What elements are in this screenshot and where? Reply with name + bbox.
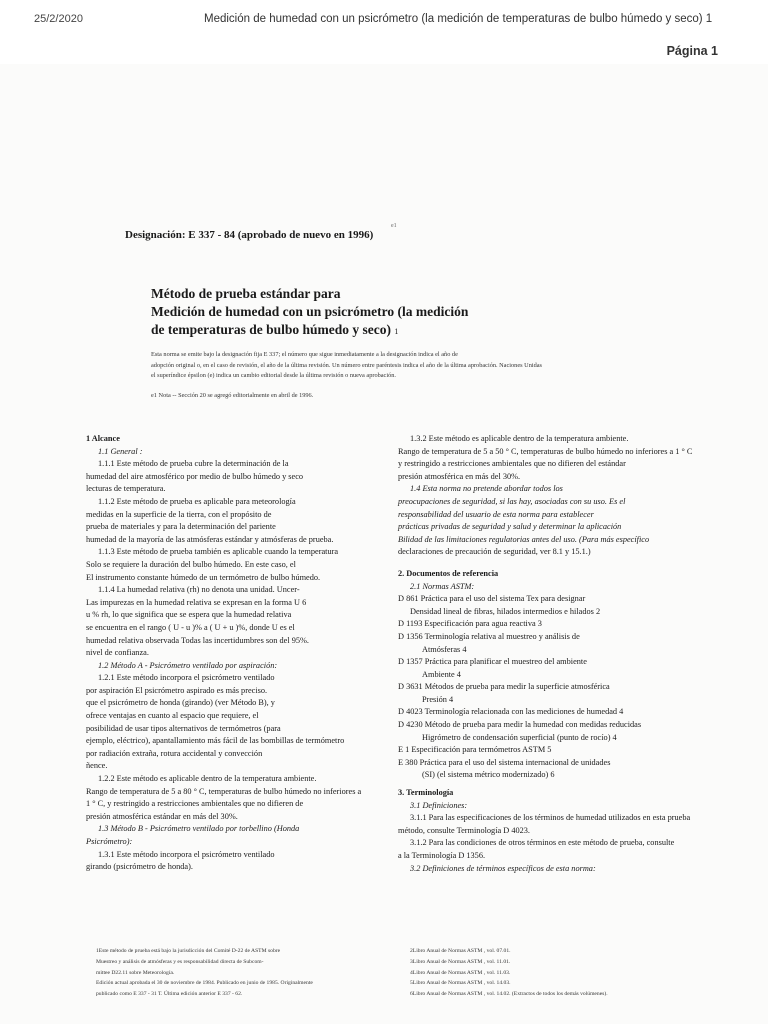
body-text-line: método, consulte Terminología D 4023.	[398, 825, 530, 835]
body-text-line: 1.3.1 Este método incorpora el psicrómetro ventilado	[98, 849, 275, 859]
body-text-line: presión atmosférica estándar en más del 30%.	[86, 811, 238, 821]
title-footnote-ref: 1	[394, 327, 399, 336]
issuance-note-line: Esta norma se emite bajo la designación fija E 337; el número que sigue inmediatamente a la designación indica el año de	[151, 351, 458, 358]
editorial-note: e1 Nota -- Sección 20 se agregó editorialmente en abril de 1996.	[151, 392, 314, 399]
body-text-line: Densidad lineal de fibras, hilados intermedios e hilados 2	[410, 606, 601, 616]
title-line-1: Método de prueba estándar para	[151, 286, 341, 301]
title-line-3	[151, 321, 468, 341]
footnote-line: publicado como E 337 - 31 T. Última edición anterior E 337 - 62.	[96, 991, 243, 998]
standard-designation: Designación: E 337 - 84 (aprobado de nuevo en 1996)	[125, 229, 374, 241]
footnotes-left	[96, 946, 313, 1000]
body-text-line: Presión 4	[422, 694, 454, 704]
body-text-line: Higrómetro de condensación superficial (punto de rocío) 4	[422, 732, 617, 742]
body-text-line: y restringido a restricciones ambientales que no difieren del estándar	[398, 459, 626, 469]
body-text-line: 2.1 Normas ASTM:	[410, 581, 475, 591]
body-text-line: D 3631 Métodos de prueba para medir la superficie atmosférica	[398, 682, 610, 692]
body-text-line: 1.1.3 Este método de prueba también es aplicable cuando la temperatura	[98, 547, 339, 557]
body-text-line: declaraciones de precaución de seguridad, ver 8.1 y 15.1.)	[398, 547, 591, 557]
body-text-line: 1.1.2 Este método de prueba es aplicable para meteorología	[98, 496, 296, 506]
body-text-line: por aspiración El psicrómetro aspirado es más preciso.	[86, 685, 268, 695]
footnote-line: Edición actual aprobada el 30 de noviembre de 1984. Publicado en junio de 1985. Originalmente	[96, 980, 313, 987]
right-text-column	[398, 433, 728, 875]
body-text-line: D 4230 Método de prueba para medir la humedad con medidas reducidas	[398, 720, 642, 730]
body-text-line: lecturas de temperatura.	[86, 484, 166, 494]
body-text-line: El instrumento constante húmedo de un termómetro de bulbo húmedo.	[86, 572, 321, 582]
body-text-line: nivel de confianza.	[86, 648, 149, 658]
left-text-column	[86, 433, 406, 874]
body-text-line: posibilidad de usar tipos alternativos de termómetros (para	[86, 723, 281, 733]
title-line-3-text: de temperaturas de bulbo húmedo y seco)	[151, 322, 391, 337]
body-text-line: ofrece ventajas en cuanto al espacio que requiere, el	[86, 711, 259, 721]
body-text-line: humedad relativa observada Todas las incertidumbres son del 95%.	[86, 635, 309, 645]
body-text-line: 1.3.2 Este método es aplicable dentro de la temperatura ambiente.	[410, 434, 629, 443]
body-text-line: presión atmosférica en más del 30%.	[398, 471, 521, 481]
body-text-line: ejemplo, eléctrico), apantallamiento más fácil de las bombillas de termómetro	[86, 736, 345, 746]
body-text-line: D 1193 Especificación para agua reactiva 3	[398, 619, 542, 629]
section-heading: 1 Alcance	[86, 434, 120, 443]
footnote-line: 2Libro Anual de Normas ASTM , vol. 07.01.	[410, 948, 511, 954]
body-text-line: girando (psicrómetro de honda).	[86, 862, 193, 872]
body-text-line: 1.3 Método B - Psicrómetro ventilado por torbellino (Honda	[98, 824, 300, 834]
body-text-line: Solo se requiere la duración del bulbo húmedo. En este caso, el	[86, 559, 296, 569]
footnote-line: 5Libro Anual de Normas ASTM , vol. 14.03.	[410, 980, 511, 987]
title-line-2: Medición de humedad con un psicrómetro (la medición	[151, 304, 469, 319]
body-text-line: medidas en la superficie de la tierra, con el propósito de	[86, 509, 272, 519]
body-text-line: 3.1.1 Para las especificaciones de los términos de humedad utilizados en esta prueba	[410, 813, 691, 823]
body-text-line: por radiación extraña, rotura accidental y convección	[86, 748, 263, 758]
footnote-line: 1Este método de prueba está bajo la jurisdicción del Comité D-22 de ASTM sobre	[96, 948, 281, 954]
body-text-line: 1.1 General :	[98, 446, 143, 456]
designation-epsilon-mark: e1	[391, 223, 397, 229]
body-text-line: 1.1.4 La humedad relativa (rh) no denota una unidad. Uncer-	[98, 585, 300, 595]
body-text-line: D 861 Práctica para el uso del sistema Tex para designar	[398, 594, 586, 604]
body-text-line: Las impurezas en la humedad relativa se expresan en la forma U 6	[86, 597, 307, 607]
body-text-line: ñence.	[86, 761, 108, 771]
body-text-line: 1 ° C, y restringido a restricciones ambientales que no difieren de	[86, 799, 304, 809]
body-text-line: a la Terminología D 1356.	[398, 851, 486, 860]
body-text-line: 1.1.1 Este método de prueba cubre la determinación de la	[98, 459, 289, 469]
body-text-line: Ambiente 4	[422, 669, 461, 679]
body-text-line: Rango de temperatura de 5 a 50 ° C, temperaturas de bulbo húmedo no inferiores a 1 ° C	[398, 446, 693, 456]
body-text-line: que el psicrómetro de honda (girando) (ver Método B), y	[86, 698, 275, 708]
body-text-line: Psicrómetro):	[86, 837, 133, 846]
body-text-line: D 4023 Terminología relacionada con las mediciones de humedad 4	[398, 707, 624, 717]
body-text-line: u % rh, lo que significa que se espera que la humedad relativa	[86, 610, 292, 620]
body-text-line: 3.2 Definiciones de términos específicos de esta norma:	[410, 863, 596, 873]
body-text-line: 3.1 Definiciones:	[410, 800, 468, 810]
body-text-line: prácticas privadas de seguridad y salud y determinar la aplicación	[398, 522, 622, 532]
body-text-line: Bilidad de las limitaciones regulatorias antes del uso. (Para más específico	[398, 534, 650, 544]
body-text-line: E 380 Práctica para el uso del sistema internacional de unidades	[398, 757, 611, 767]
body-text-line: 1.4 Esta norma no pretende abordar todos los	[410, 484, 563, 494]
body-text-line: humedad del aire atmosférico por medio de bulbo húmedo y seco	[86, 471, 304, 481]
footnote-line: 4Libro Anual de Normas ASTM , vol. 11.03.	[410, 969, 511, 976]
body-text-line: humedad de la mayoría de las atmósferas estándar y atmósferas de prueba.	[86, 534, 334, 544]
standard-title	[151, 285, 468, 341]
body-text-line: 1.2.2 Este método es aplicable dentro de la temperatura ambiente.	[98, 774, 317, 784]
issuance-note-line: adopción original o, en el caso de revisión, el año de la última revisión. Un número entre paréntesis indica el año de la última aprobación. Naciones Unidas	[151, 361, 542, 369]
footnotes-right	[410, 946, 608, 1000]
section-heading: 2. Documentos de referencia	[398, 568, 499, 578]
body-text-line: Rango de temperatura de 5 a 80 ° C, temperaturas de bulbo húmedo no inferiores a	[86, 786, 362, 796]
section-heading: 3. Terminología	[398, 788, 454, 798]
footnote-line: mittee D22.11 sobre Meteorología.	[96, 969, 175, 976]
print-date: 25/2/2020	[34, 13, 83, 25]
body-text-line: E 1 Especificación para termómetros ASTM 5	[398, 745, 552, 755]
body-text-line: 3.1.2 Para las condiciones de otros términos en este método de prueba, consulte	[410, 838, 675, 848]
body-text-line: se encuentra en el rango ( U - u )% a ( U + u )%, donde U es el	[86, 622, 295, 632]
footnote-line: 3Libro Anual de Normas ASTM , vol. 11.01.	[410, 958, 511, 965]
body-text-line: preocupaciones de seguridad, si las hay, asociadas con su uso. Es el	[398, 496, 626, 506]
page-number-label: Página 1	[666, 44, 718, 58]
body-text-line	[398, 559, 728, 568]
body-text-line: (SI) (el sistema métrico modernizado) 6	[422, 770, 555, 780]
body-text-line: prueba de materiales y para la determinación del pariente	[86, 522, 276, 532]
issuance-note-line: el superíndice épsilon (e) indica un cambio editorial desde la última revisión o nueva aprobación.	[151, 372, 396, 379]
body-text-line: Atmósferas 4	[422, 644, 467, 654]
issuance-note	[151, 350, 621, 382]
body-text-line: D 1356 Terminología relativa al muestreo y análisis de	[398, 631, 580, 641]
footnote-line: 6Libro Anual de Normas ASTM , vol. 14.02. (Extractos de todos los demás volúmenes).	[410, 991, 608, 998]
body-text-line: D 1357 Práctica para planificar el muestreo del ambiente	[398, 657, 587, 667]
footnote-line: Muestreo y análisis de atmósferas y es responsabilidad directa de Subcom-	[96, 958, 264, 965]
print-header-title: Medición de humedad con un psicrómetro (la medición de temperaturas de bulbo húmedo y seco) 1	[204, 13, 713, 25]
body-text-line: responsabilidad del usuario de esta norma para establecer	[398, 509, 594, 519]
body-text-line: 1.2.1 Este método incorpora el psicrómetro ventilado	[98, 673, 275, 683]
body-text-line: 1.2 Método A - Psicrómetro ventilado por aspiración:	[98, 660, 278, 670]
